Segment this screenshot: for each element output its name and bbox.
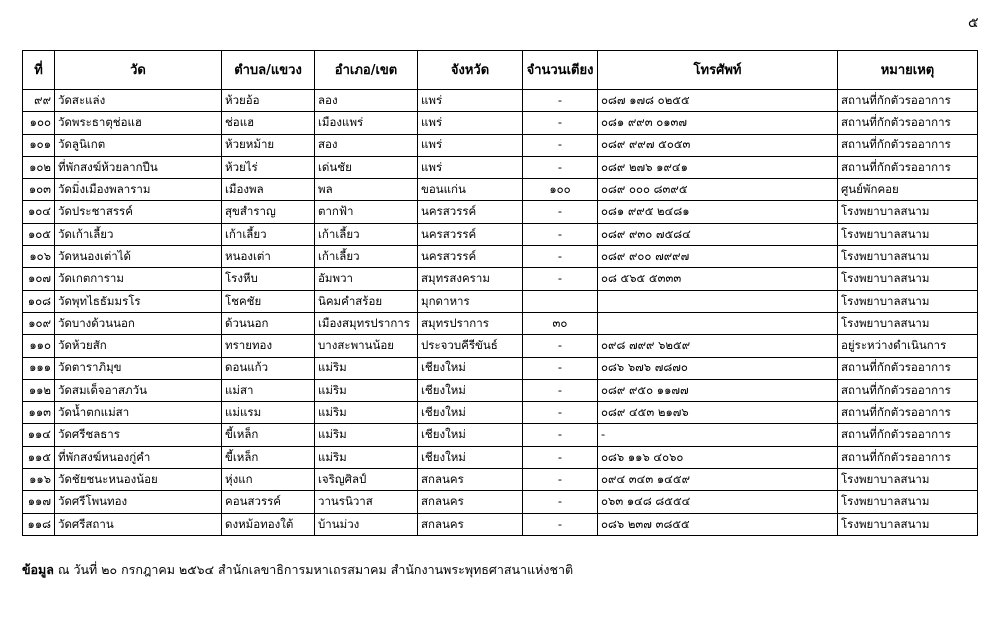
cell-beds: - xyxy=(523,357,598,379)
cell-province: เชียงใหม่ xyxy=(418,402,523,424)
cell-subdistrict: เก้าเลี้ยว xyxy=(222,223,315,245)
cell-phone: ๐๘๑ ๙๙๓ ๐๑๓๗ xyxy=(598,112,838,134)
cell-province: เชียงใหม่ xyxy=(418,424,523,446)
cell-beds: - xyxy=(523,268,598,290)
cell-phone: ๐๘๖ ๑๑๖ ๔๐๖๐ xyxy=(598,446,838,468)
cell-province: แพร่ xyxy=(418,134,523,156)
cell-no: ๑๑๒ xyxy=(23,379,55,401)
cell-subdistrict: ห้วยอ้อ xyxy=(222,90,315,112)
cell-remark: สถานที่กักตัวรออาการ xyxy=(838,134,978,156)
cell-district: บ้านม่วง xyxy=(315,513,418,535)
cell-remark: สถานที่กักตัวรออาการ xyxy=(838,446,978,468)
table-row xyxy=(23,246,978,268)
cell-no: ๑๑๘ xyxy=(23,513,55,535)
cell-province: สกลนคร xyxy=(418,491,523,513)
cell-remark: สถานที่กักตัวรออาการ xyxy=(838,379,978,401)
cell-wat: วัดพุทไธธัมมรโร xyxy=(55,290,222,312)
cell-wat: วัดห้วยสัก xyxy=(55,335,222,357)
cell-district: ตากฟ้า xyxy=(315,201,418,223)
cell-wat: วัดพระธาตุช่อแฮ xyxy=(55,112,222,134)
cell-district: แม่ริม xyxy=(315,424,418,446)
cell-phone: ๐๘๙ ๐๐๐ ๘๓๙๕ xyxy=(598,179,838,201)
cell-beds: - xyxy=(523,513,598,535)
cell-district: พล xyxy=(315,179,418,201)
cell-phone: ๐๘ ๕๖๕ ๕๓๓๓ xyxy=(598,268,838,290)
cell-subdistrict: สุขสำราญ xyxy=(222,201,315,223)
cell-no: ๑๐๒ xyxy=(23,156,55,178)
cell-district: เด่นชัย xyxy=(315,156,418,178)
table-row xyxy=(23,179,978,201)
cell-phone: ๐๘๑ ๙๙๕ ๒๔๘๑ xyxy=(598,201,838,223)
cell-subdistrict: ขี้เหล็ก xyxy=(222,446,315,468)
table-row xyxy=(23,134,978,156)
cell-wat: ที่พักสงฆ์ห้วยลากปืน xyxy=(55,156,222,178)
cell-remark: สถานที่กักตัวรออาการ xyxy=(838,424,978,446)
cell-district: นิคมคำสร้อย xyxy=(315,290,418,312)
cell-wat: วัดศรีสถาน xyxy=(55,513,222,535)
cell-subdistrict: ดงหม้อทองใต้ xyxy=(222,513,315,535)
cell-beds: - xyxy=(523,335,598,357)
cell-province: สมุทรปราการ xyxy=(418,312,523,334)
cell-province: เชียงใหม่ xyxy=(418,379,523,401)
cell-remark: โรงพยาบาลสนาม xyxy=(838,312,978,334)
cell-remark: โรงพยาบาลสนาม xyxy=(838,246,978,268)
cell-no: ๙๙ xyxy=(23,90,55,112)
cell-subdistrict: หนองเต่า xyxy=(222,246,315,268)
cell-province: ประจวบคีรีขันธ์ xyxy=(418,335,523,357)
cell-province: เชียงใหม่ xyxy=(418,446,523,468)
cell-beds: - xyxy=(523,134,598,156)
cell-district: เก้าเลี้ยว xyxy=(315,223,418,245)
cell-no: ๑๑๕ xyxy=(23,446,55,468)
cell-province: แพร่ xyxy=(418,90,523,112)
cell-no: ๑๐๗ xyxy=(23,268,55,290)
table-row xyxy=(23,156,978,178)
cell-district: แม่ริม xyxy=(315,379,418,401)
cell-subdistrict: แม่สา xyxy=(222,379,315,401)
header-province: จังหวัด xyxy=(418,51,523,90)
cell-phone: ๐๘๙ ๙๙๗ ๕๐๕๓ xyxy=(598,134,838,156)
footer-label: ข้อมูล xyxy=(22,562,54,577)
cell-province: สมุทรสงคราม xyxy=(418,268,523,290)
cell-district: เจริญศิลป์ xyxy=(315,469,418,491)
cell-wat: ที่พักสงฆ์หนองกู่คำ xyxy=(55,446,222,468)
cell-remark: สถานที่กักตัวรออาการ xyxy=(838,156,978,178)
cell-no: ๑๑๓ xyxy=(23,402,55,424)
table-row xyxy=(23,424,978,446)
cell-no: ๑๐๓ xyxy=(23,179,55,201)
cell-province: สกลนคร xyxy=(418,469,523,491)
cell-remark: โรงพยาบาลสนาม xyxy=(838,268,978,290)
cell-subdistrict: หุ่งแก xyxy=(222,469,315,491)
cell-subdistrict: ห้วยหม้าย xyxy=(222,134,315,156)
cell-remark: สถานที่กักตัวรออาการ xyxy=(838,112,978,134)
cell-phone xyxy=(598,312,838,334)
cell-subdistrict: ทรายทอง xyxy=(222,335,315,357)
cell-phone: - xyxy=(598,424,838,446)
cell-wat: วัดสมเด็จอาสภวัน xyxy=(55,379,222,401)
cell-province: มุกดาหาร xyxy=(418,290,523,312)
cell-subdistrict: ด้วนนอก xyxy=(222,312,315,334)
cell-subdistrict: โรงหีบ xyxy=(222,268,315,290)
cell-district: วานรนิวาส xyxy=(315,491,418,513)
cell-no: ๑๐๖ xyxy=(23,246,55,268)
header-beds: จำนวนเตียง xyxy=(523,51,598,90)
cell-no: ๑๐๙ xyxy=(23,312,55,334)
page-number: ๕ xyxy=(968,15,979,31)
cell-wat: วัดมิ่งเมืองพลาราม xyxy=(55,179,222,201)
cell-subdistrict: เมืองพล xyxy=(222,179,315,201)
cell-remark: โรงพยาบาลสนาม xyxy=(838,290,978,312)
cell-beds: - xyxy=(523,402,598,424)
cell-wat: วัดเกตการาม xyxy=(55,268,222,290)
cell-province: เชียงใหม่ xyxy=(418,357,523,379)
cell-phone: ๐๘๙ ๒๗๖ ๑๙๔๑ xyxy=(598,156,838,178)
cell-remark: อยู่ระหว่างดำเนินการ xyxy=(838,335,978,357)
footer-note xyxy=(22,560,573,580)
cell-subdistrict: แม่แรม xyxy=(222,402,315,424)
table-row xyxy=(23,290,978,312)
cell-beds: - xyxy=(523,469,598,491)
cell-beds: - xyxy=(523,246,598,268)
cell-phone: ๐๙๘ ๗๙๙ ๖๒๕๙ xyxy=(598,335,838,357)
cell-remark: สถานที่กักตัวรออาการ xyxy=(838,357,978,379)
table-row xyxy=(23,402,978,424)
table-body xyxy=(23,90,978,536)
header-subdistrict: ตำบล/แขวง xyxy=(222,51,315,90)
cell-district: เมืองสมุทรปราการ xyxy=(315,312,418,334)
temple-table xyxy=(22,50,978,536)
cell-beds: - xyxy=(523,112,598,134)
cell-no: ๑๐๑ xyxy=(23,134,55,156)
table-row xyxy=(23,312,978,334)
cell-wat: วัดหนองเต่าได้ xyxy=(55,246,222,268)
cell-no: ๑๐๐ xyxy=(23,112,55,134)
cell-phone: ๐๘๖ ๒๓๗ ๓๘๕๕ xyxy=(598,513,838,535)
cell-wat: วัดศรีโพนทอง xyxy=(55,491,222,513)
cell-phone: ๐๘๙ ๔๕๓ ๒๑๗๖ xyxy=(598,402,838,424)
table-row xyxy=(23,268,978,290)
cell-subdistrict: โชคชัย xyxy=(222,290,315,312)
cell-phone: ๐๖๓ ๑๔๘ ๘๕๕๔ xyxy=(598,491,838,513)
table-row xyxy=(23,223,978,245)
header-wat: วัด xyxy=(55,51,222,90)
cell-no: ๑๑๑ xyxy=(23,357,55,379)
table-row xyxy=(23,513,978,535)
cell-province: นครสวรรค์ xyxy=(418,201,523,223)
table-row xyxy=(23,335,978,357)
cell-district: บางสะพานน้อย xyxy=(315,335,418,357)
cell-no: ๑๐๔ xyxy=(23,201,55,223)
cell-no: ๑๑๗ xyxy=(23,491,55,513)
cell-no: ๑๐๕ xyxy=(23,223,55,245)
table-row xyxy=(23,379,978,401)
cell-district: เก้าเลี้ยว xyxy=(315,246,418,268)
cell-beds: - xyxy=(523,90,598,112)
cell-beds: ๑๐๐ xyxy=(523,179,598,201)
cell-beds: ๓๐ xyxy=(523,312,598,334)
cell-no: ๑๑๐ xyxy=(23,335,55,357)
cell-beds: - xyxy=(523,446,598,468)
cell-wat: วัดลูนิเกต xyxy=(55,134,222,156)
cell-wat: วัดบางด้วนนอก xyxy=(55,312,222,334)
cell-wat: วัดศรีชลธาร xyxy=(55,424,222,446)
cell-remark: โรงพยาบาลสนาม xyxy=(838,223,978,245)
cell-province: สกลนคร xyxy=(418,513,523,535)
header-row xyxy=(23,51,978,90)
table-row xyxy=(23,90,978,112)
cell-remark: ศูนย์พักคอย xyxy=(838,179,978,201)
cell-phone: ๐๘๙ ๙๕๐ ๑๑๗๗ xyxy=(598,379,838,401)
cell-district: แม่ริม xyxy=(315,446,418,468)
cell-wat: วัดสะแล่ง xyxy=(55,90,222,112)
cell-phone: ๐๘๖ ๖๗๖ ๗๘๗๐ xyxy=(598,357,838,379)
cell-wat: วัดเก้าเลี้ยว xyxy=(55,223,222,245)
cell-beds: - xyxy=(523,424,598,446)
cell-beds: - xyxy=(523,156,598,178)
cell-remark: โรงพยาบาลสนาม xyxy=(838,469,978,491)
cell-subdistrict: คอนสวรรค์ xyxy=(222,491,315,513)
cell-beds: - xyxy=(523,491,598,513)
cell-province: ขอนแก่น xyxy=(418,179,523,201)
cell-phone: ๐๘๙ ๙๐๐ ๗๙๙๗ xyxy=(598,246,838,268)
cell-province: แพร่ xyxy=(418,112,523,134)
cell-wat: วัดตาราภิมุข xyxy=(55,357,222,379)
cell-province: แพร่ xyxy=(418,156,523,178)
cell-no: ๑๑๖ xyxy=(23,469,55,491)
cell-district: แม่ริม xyxy=(315,357,418,379)
cell-beds xyxy=(523,290,598,312)
cell-district: ลอง xyxy=(315,90,418,112)
cell-subdistrict: ช่อแฮ xyxy=(222,112,315,134)
cell-beds: - xyxy=(523,223,598,245)
cell-remark: โรงพยาบาลสนาม xyxy=(838,201,978,223)
footer-text: ณ วันที่ ๒๐ กรกฎาคม ๒๕๖๔ สำนักเลขาธิการมหาเถรสมาคม สำนักงานพระพุทธศาสนาแห่งชาติ xyxy=(53,562,574,577)
cell-phone xyxy=(598,290,838,312)
cell-district: เมืองแพร่ xyxy=(315,112,418,134)
header-no: ที่ xyxy=(23,51,55,90)
header-district: อำเภอ/เขต xyxy=(315,51,418,90)
cell-remark: สถานที่กักตัวรออาการ xyxy=(838,90,978,112)
header-remark: หมายเหตุ xyxy=(838,51,978,90)
cell-wat: วัดประชาสรรค์ xyxy=(55,201,222,223)
cell-province: นครสวรรค์ xyxy=(418,223,523,245)
cell-wat: วัดชัยชนะหนองน้อย xyxy=(55,469,222,491)
cell-remark: สถานที่กักตัวรออาการ xyxy=(838,402,978,424)
cell-phone: ๐๘๗ ๑๗๘ ๐๒๕๕ xyxy=(598,90,838,112)
cell-beds: - xyxy=(523,201,598,223)
table-row xyxy=(23,491,978,513)
table-row xyxy=(23,446,978,468)
cell-phone: ๐๙๔ ๓๔๓ ๑๔๕๙ xyxy=(598,469,838,491)
cell-district: สอง xyxy=(315,134,418,156)
cell-phone: ๐๘๙ ๙๓๐ ๗๕๘๔ xyxy=(598,223,838,245)
table-row xyxy=(23,357,978,379)
table-row xyxy=(23,469,978,491)
cell-province: นครสวรรค์ xyxy=(418,246,523,268)
cell-subdistrict: ดอนแก้ว xyxy=(222,357,315,379)
cell-remark: โรงพยาบาลสนาม xyxy=(838,513,978,535)
cell-wat: วัดน้ำตกแม่สา xyxy=(55,402,222,424)
cell-remark: โรงพยาบาลสนาม xyxy=(838,491,978,513)
cell-district: แม่ริม xyxy=(315,402,418,424)
cell-no: ๑๐๘ xyxy=(23,290,55,312)
table-row xyxy=(23,112,978,134)
cell-subdistrict: ขี้เหล็ก xyxy=(222,424,315,446)
table-row xyxy=(23,201,978,223)
header-phone: โทรศัพท์ xyxy=(598,51,838,90)
cell-no: ๑๑๔ xyxy=(23,424,55,446)
cell-beds: - xyxy=(523,379,598,401)
cell-district: อัมพวา xyxy=(315,268,418,290)
cell-subdistrict: ห้วยไร่ xyxy=(222,156,315,178)
